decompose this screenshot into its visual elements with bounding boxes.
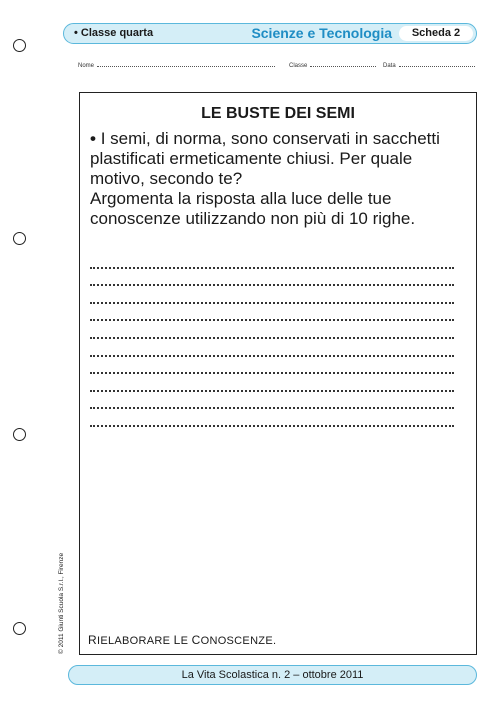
footer-bar bbox=[68, 665, 477, 685]
answer-line[interactable] bbox=[90, 357, 454, 375]
grade-text: Classe quarta bbox=[80, 27, 154, 39]
class-label: Classe bbox=[289, 63, 308, 69]
answer-line[interactable] bbox=[90, 304, 454, 322]
sheet-badge: Scheda 2 bbox=[399, 26, 473, 41]
answer-lines[interactable] bbox=[90, 251, 454, 427]
subject-title: Scienze e Tecnologia bbox=[251, 25, 392, 41]
instruction-text: Argomenta la risposta alla luce delle tue conoscenze utilizzando non più di 10 righe. bbox=[90, 189, 416, 228]
binder-hole-1 bbox=[13, 39, 26, 52]
date-line bbox=[399, 62, 475, 67]
answer-line[interactable] bbox=[90, 269, 454, 287]
date-field[interactable] bbox=[383, 62, 475, 69]
copyright-credit: © 2011 Giunti Scuola S.r.l., Firenze bbox=[58, 552, 65, 654]
date-label: Data bbox=[383, 63, 396, 69]
name-label: Nome bbox=[78, 63, 95, 69]
binder-hole-2 bbox=[13, 232, 26, 245]
worksheet-frame bbox=[79, 92, 477, 655]
binder-hole-3 bbox=[13, 428, 26, 441]
bullet-icon: • bbox=[90, 129, 96, 148]
name-line bbox=[97, 62, 275, 67]
answer-line[interactable] bbox=[90, 392, 454, 410]
question-block bbox=[90, 129, 464, 229]
answer-line[interactable] bbox=[90, 251, 454, 269]
question-text: I semi, di norma, sono conservati in sacchetti plastificati ermeticamente chiusi. Per quale motivo, secondo te? bbox=[90, 129, 440, 188]
class-field[interactable] bbox=[289, 62, 376, 69]
answer-line[interactable] bbox=[90, 286, 454, 304]
answer-line[interactable] bbox=[90, 339, 454, 357]
skill-label bbox=[88, 633, 276, 647]
grade-label: • Classe quarta bbox=[74, 27, 154, 39]
worksheet-title: LE BUSTE DEI SEMI bbox=[201, 105, 355, 122]
skill-text: RIELABORARE LE CONOSCENZE. bbox=[88, 633, 277, 647]
answer-line[interactable] bbox=[90, 409, 454, 427]
answer-line[interactable] bbox=[90, 374, 454, 392]
publication-info: La Vita Scolastica n. 2 – ottobre 2011 bbox=[181, 669, 364, 681]
class-line bbox=[310, 62, 376, 67]
answer-line[interactable] bbox=[90, 321, 454, 339]
header-bar bbox=[63, 23, 477, 44]
student-fields bbox=[78, 62, 478, 76]
binder-hole-4 bbox=[13, 622, 26, 635]
name-field[interactable] bbox=[78, 62, 275, 69]
